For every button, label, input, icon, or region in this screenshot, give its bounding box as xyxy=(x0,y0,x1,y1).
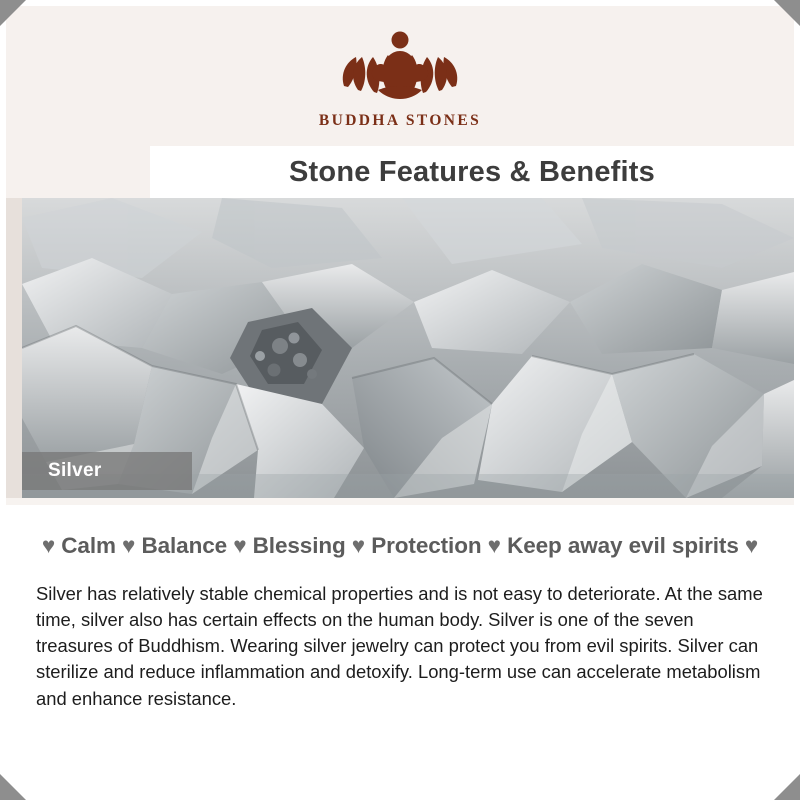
frame-left xyxy=(0,0,6,800)
page-title: Stone Features & Benefits xyxy=(289,155,655,188)
heart-icon-1: ♥ xyxy=(41,533,56,558)
frame-top xyxy=(0,0,800,6)
heart-icon-2: ♥ xyxy=(122,533,136,558)
page-title-band xyxy=(150,146,794,198)
heart-icon-5: ♥ xyxy=(487,533,501,558)
heart-icon-6: ♥ xyxy=(744,533,759,558)
brand-header xyxy=(6,6,794,146)
corner-top-right xyxy=(774,0,800,26)
stone-name: Silver xyxy=(48,460,102,481)
benefits-line xyxy=(36,533,764,559)
benefit-item-3: Blessing xyxy=(252,533,346,558)
title-left-filler xyxy=(6,146,150,198)
benefit-item-4: Protection xyxy=(371,533,482,558)
description-text: Silver has relatively stable chemical properties and is not easy to deteriorate. At the same time, silver also has certain effects on the human body. Silver is one of the seven treasures of Buddhism. Wearing silver jewelry can protect you from evil spirits. Silver can sterilize and reduce inflammation and detoxify. Long-term use can accelerate metabolism and enhance resistance. xyxy=(36,583,763,709)
frame-right xyxy=(794,0,800,800)
corner-bottom-left xyxy=(0,774,26,800)
content-panel xyxy=(6,505,794,794)
benefit-item-5: Keep away evil spirits xyxy=(507,533,739,558)
brand-name: BUDDHA STONES xyxy=(318,112,482,129)
heart-icon-3: ♥ xyxy=(233,533,247,558)
benefit-item-1: Calm xyxy=(61,533,116,558)
hero-left-gutter xyxy=(6,198,22,498)
frame-bottom xyxy=(0,794,800,800)
stone-name-label xyxy=(22,452,192,490)
heart-icon-4: ♥ xyxy=(351,533,366,558)
corner-top-left xyxy=(0,0,26,26)
corner-bottom-right xyxy=(774,774,800,800)
buddha-lotus-meditation-icon xyxy=(334,24,466,110)
benefit-item-2: Balance xyxy=(141,533,228,558)
